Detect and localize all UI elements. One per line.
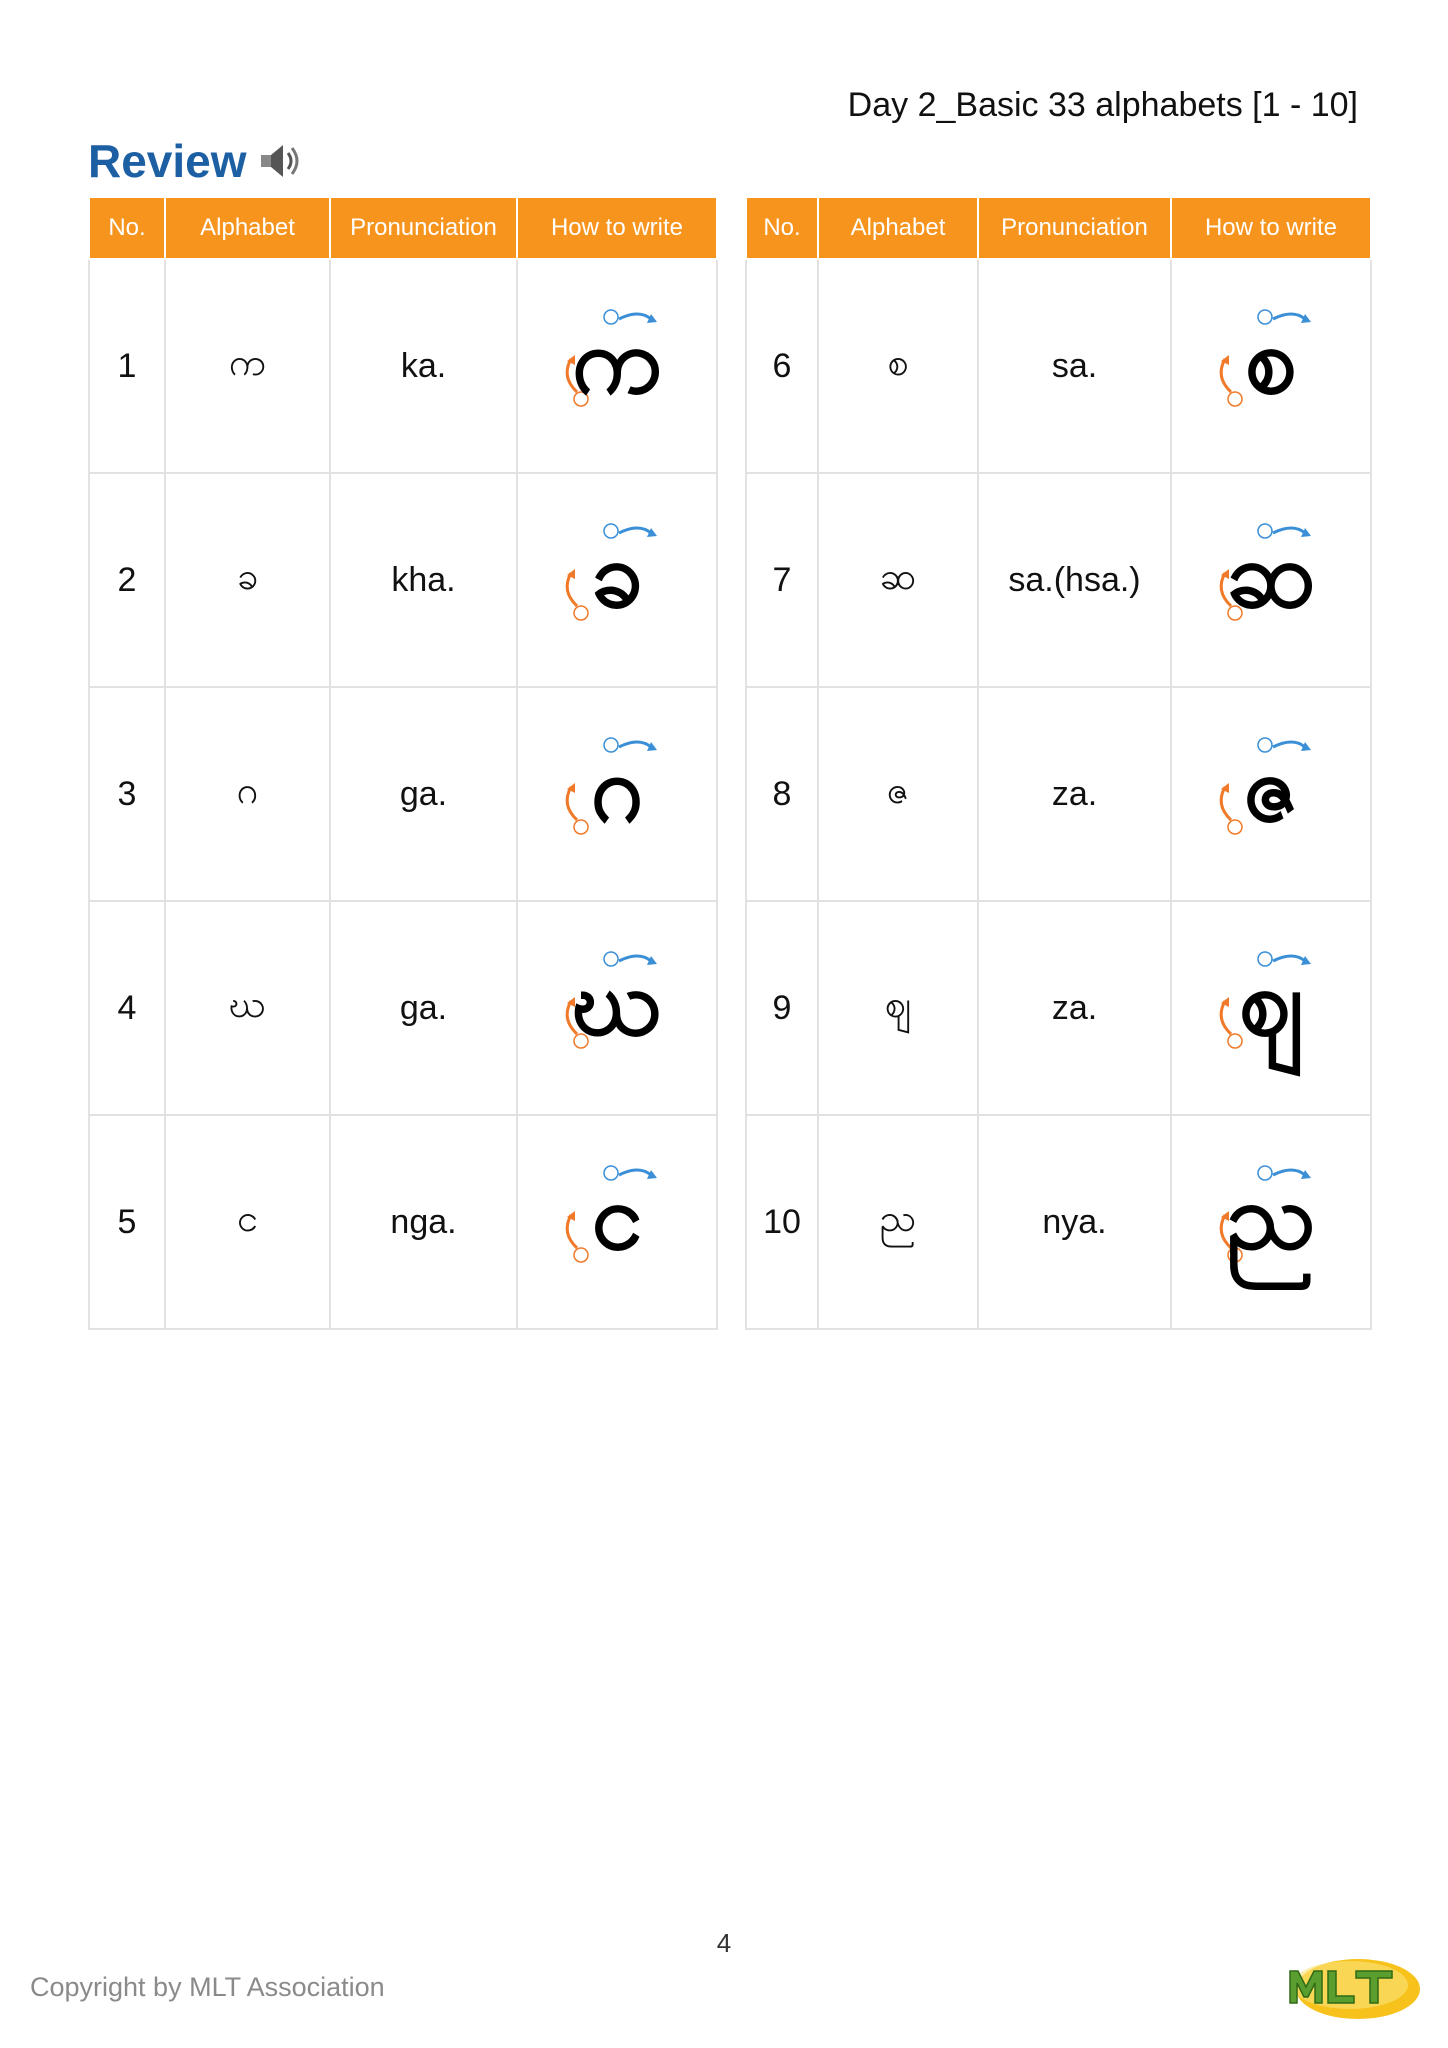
pronunciation: nga. [330,1115,517,1329]
alphabet-table-right [745,196,1372,1330]
stroke-order-diagram [1201,511,1341,641]
how-to-write-cell [517,901,717,1115]
how-to-write-cell [517,687,717,901]
large-stroke-glyph: စ [1245,306,1297,414]
large-stroke-glyph: ဃ [572,948,662,1056]
pronunciation: za. [978,901,1171,1115]
page-number: 4 [716,1928,732,1958]
stroke-order-diagram [547,511,687,641]
pronunciation: za. [978,687,1171,901]
col-no: No. [89,197,165,259]
stroke-order-diagram [547,939,687,1069]
mlt-logo [1280,1945,1420,2025]
speaker-icon[interactable] [257,139,301,183]
table-row [746,687,1371,901]
table-row [89,473,717,687]
stroke-order-diagram [1201,297,1341,427]
col-no: No. [746,197,818,259]
large-stroke-glyph: ဈ [1238,948,1304,1056]
how-to-write-cell [1171,259,1371,473]
how-to-write-cell [1171,901,1371,1115]
alphabet-table-left [88,196,718,1330]
pronunciation: sa. [978,259,1171,473]
alphabet-glyph: ဂ [165,687,330,901]
review-label: Review [88,135,247,187]
table-row [89,687,717,901]
row-number: 7 [746,473,818,687]
alphabet-glyph: ဆ [818,473,978,687]
how-to-write-cell [1171,687,1371,901]
pronunciation: nya. [978,1115,1171,1329]
col-how-to-write: How to write [517,197,717,259]
alphabet-glyph: ည [818,1115,978,1329]
pronunciation: ga. [330,687,517,901]
table-row [89,1115,717,1329]
pronunciation: ka. [330,259,517,473]
alphabet-glyph: င [165,1115,330,1329]
row-number: 9 [746,901,818,1115]
large-stroke-glyph: ခ [591,520,643,628]
col-pronunciation: Pronunciation [330,197,517,259]
stroke-order-diagram [547,297,687,427]
how-to-write-cell [1171,473,1371,687]
large-stroke-glyph: ဆ [1226,520,1316,628]
row-number: 10 [746,1115,818,1329]
stroke-order-diagram [547,725,687,855]
col-pronunciation: Pronunciation [978,197,1171,259]
pronunciation: kha. [330,473,517,687]
how-to-write-cell [1171,1115,1371,1329]
table-header-row [746,197,1371,259]
stroke-order-diagram [1201,1153,1341,1283]
review-heading [88,134,301,188]
table-row [746,901,1371,1115]
large-stroke-glyph: ည [1226,1162,1316,1270]
large-stroke-glyph: ဂ [590,734,644,842]
col-alphabet: Alphabet [818,197,978,259]
how-to-write-cell [517,1115,717,1329]
row-number: 3 [89,687,165,901]
table-row [746,259,1371,473]
table-row [89,901,717,1115]
row-number: 4 [89,901,165,1115]
alphabet-glyph: စ [818,259,978,473]
row-number: 8 [746,687,818,901]
row-number: 6 [746,259,818,473]
table-row [89,259,717,473]
alphabet-glyph: ဃ [165,901,330,1115]
alphabet-glyph: က [165,259,330,473]
large-stroke-glyph: င [591,1162,643,1270]
table-row [746,1115,1371,1329]
table-row [746,473,1371,687]
stroke-order-diagram [1201,725,1341,855]
col-how-to-write: How to write [1171,197,1371,259]
alphabet-glyph: ဇ [818,687,978,901]
row-number: 1 [89,259,165,473]
row-number: 2 [89,473,165,687]
large-stroke-glyph: က [571,306,663,414]
stroke-order-diagram [547,1153,687,1283]
row-number: 5 [89,1115,165,1329]
alphabet-glyph: ခ [165,473,330,687]
how-to-write-cell [517,473,717,687]
pronunciation: ga. [330,901,517,1115]
stroke-order-diagram [1201,939,1341,1069]
large-stroke-glyph: ဇ [1243,734,1299,842]
alphabet-glyph: ဈ [818,901,978,1115]
pronunciation: sa.(hsa.) [978,473,1171,687]
copyright-text: Copyright by MLT Association [30,1972,385,2002]
table-header-row [89,197,717,259]
how-to-write-cell [517,259,717,473]
col-alphabet: Alphabet [165,197,330,259]
page-title: Day 2_Basic 33 alphabets [1 - 10] [847,86,1358,124]
